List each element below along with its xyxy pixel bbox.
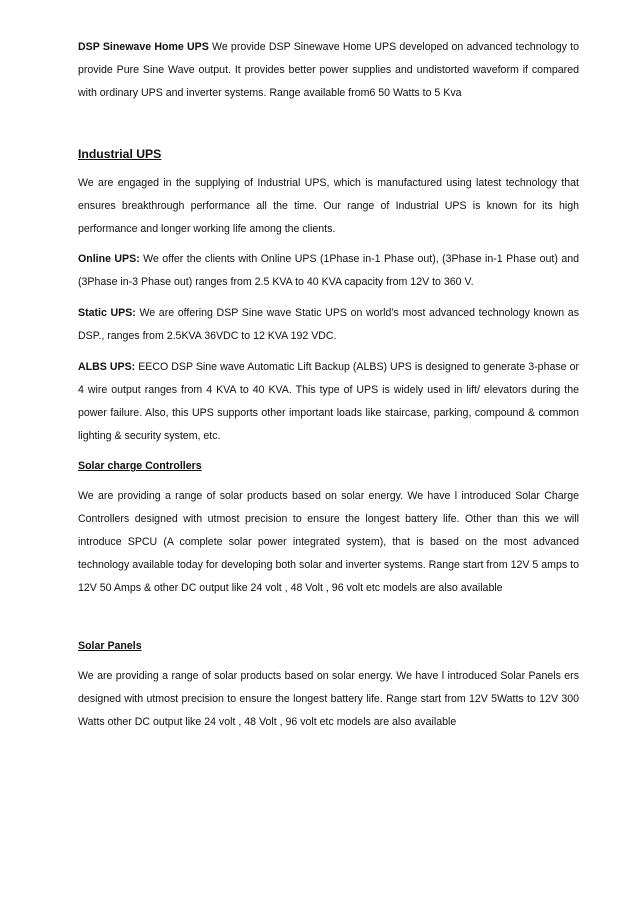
online-ups-paragraph — [78, 248, 579, 294]
static-ups-label: Static UPS: — [78, 307, 136, 319]
dsp-sinewave-paragraph — [78, 36, 579, 105]
dsp-sinewave-heading: DSP Sinewave Home UPS — [78, 41, 209, 53]
albs-ups-paragraph — [78, 356, 579, 448]
online-ups-label: Online UPS: — [78, 253, 140, 265]
albs-ups-text: EECO DSP Sine wave Automatic Lift Backup (ALBS) UPS is designed to generate 3-phase or 4 wire output ranges from 4 KVA to 40 KVA. This type of UPS is widely used in lift/ elevators during the power failure. Also, this UPS supports other important loads like staircase, parking, compound & common lighting & security system, etc. — [78, 361, 579, 442]
industrial-ups-heading: Industrial UPS — [78, 147, 162, 161]
static-ups-paragraph — [78, 302, 579, 348]
solar-panels-paragraph: We are providing a range of solar products based on solar energy. We have l introduced Solar Panels ers designed with utmost precision to ensure the longest battery life. Range start from 12V 5Watts to 12V 300 Watts other DC output like 24 volt , 48 Volt , 96 volt etc models are also available — [78, 670, 579, 728]
solar-charge-heading: Solar charge Controllers — [78, 460, 202, 472]
solar-panels-heading: Solar Panels — [78, 640, 142, 652]
industrial-ups-paragraph: We are engaged in the supplying of Industrial UPS, which is manufactured using latest technology that ensures breakthrough performance all the time. Our range of Industrial UPS is known for its high performance and longer working life among the clients. — [78, 177, 579, 235]
online-ups-text: We offer the clients with Online UPS (1Phase in-1 Phase out), (3Phase in-1 Phase out) and (3Phase in-3 Phase out) ranges from 2.5 KVA to 40 KVA capacity from 12V to 360 V. — [78, 253, 579, 288]
static-ups-text: We are offering DSP Sine wave Static UPS on world’s most advanced technology known as DSP., ranges from 2.5KVA 36VDC to 12 KVA 192 VDC. — [78, 307, 579, 342]
albs-ups-label: ALBS UPS: — [78, 361, 136, 373]
solar-charge-paragraph: We are providing a range of solar products based on solar energy. We have l introduced Solar Charge Controllers designed with utmost precision to ensure the longest battery life. Other than this we will introduce SPCU (A complete solar power integrated system), that is based on the most advanced technology available today for developing both solar and inverter systems. Range start from 12V 5 amps to 12V 50 Amps & other DC output like 24 volt , 48 Volt , 96 volt etc models are also available — [78, 490, 579, 594]
dsp-sinewave-text: We provide DSP Sinewave Home UPS developed on advanced technology to provide Pure Sine Wave output. It provides better power supplies and undistorted waveform if compared with ordinary UPS and inverter systems. Range available from6 50 Watts to 5 Kva — [78, 41, 579, 99]
